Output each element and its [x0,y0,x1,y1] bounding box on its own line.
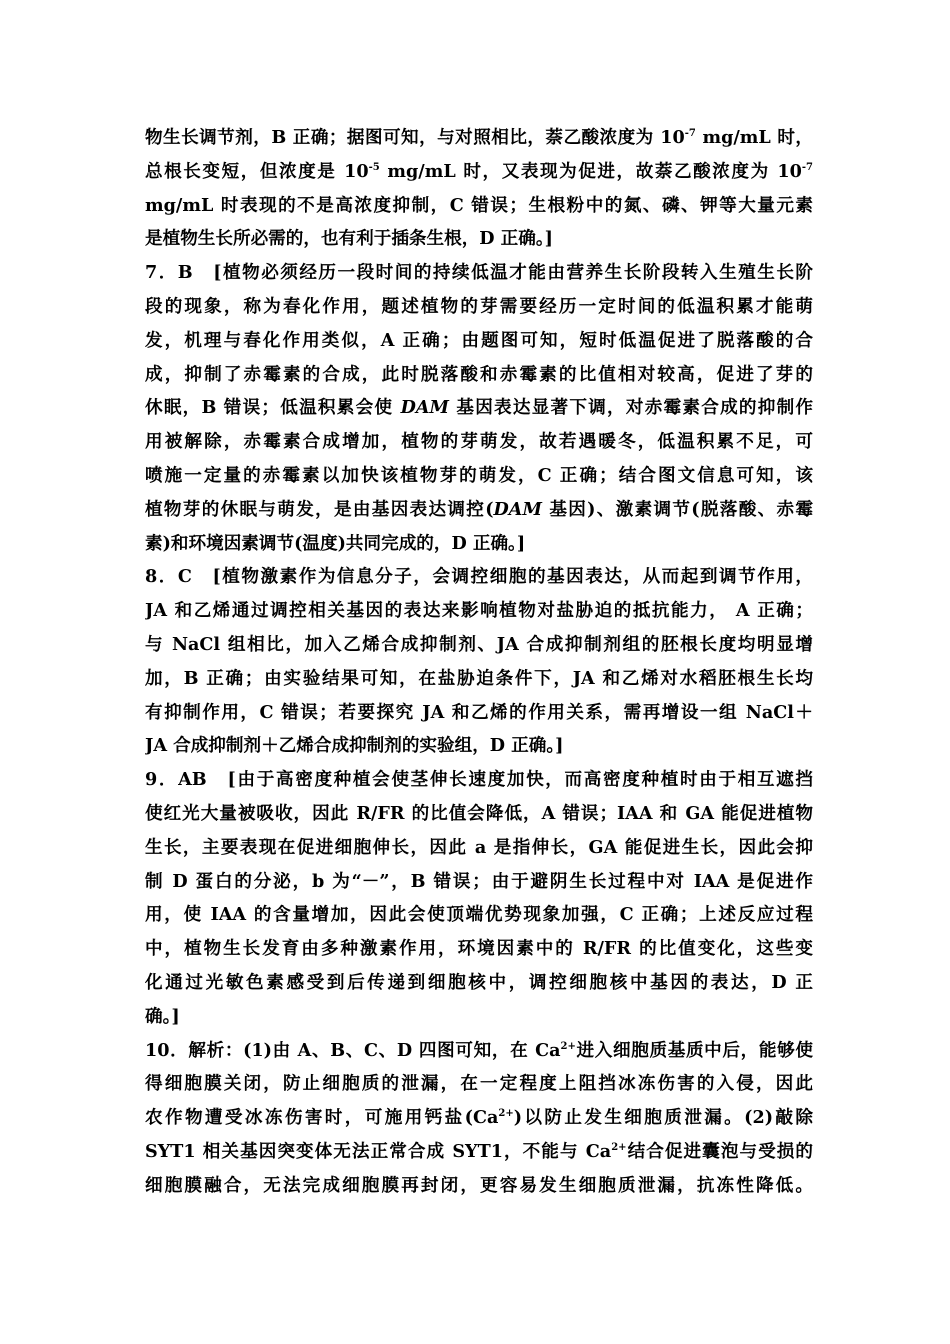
text-line [145,1135,813,1169]
text-line [145,560,813,594]
text-span: 7．B [植物必须经历一段时间的持续低温才能由营养生长阶段转入生殖生长阶 [145,262,813,284]
superscript: 2+ [498,1108,514,1120]
text-line [145,628,813,662]
text-line [145,527,813,561]
text-span: 细胞膜融合，无法完成细胞膜再封闭，更容易发生细胞质泄漏，抗冻性降低。 [145,1174,813,1196]
text-span: 总根长变短，但浓度是 10 [145,160,369,182]
text-line [145,865,813,899]
text-span: 9．AB [由于高密度种植会使茎伸长速度加快，而高密度种植时由于相互遮挡 [145,769,813,791]
text-span: 物生长调节剂，B 正确；据图可知，与对照相比，萘乙酸浓度为 10 [145,127,685,148]
text-span: 喷施一定量的赤霉素以加快该植物芽的萌发，C 正确；结合图文信息可知，该 [145,465,813,486]
text-line [145,966,813,1000]
text-span: 使红光大量被吸收，因此 R/FR 的比值会降低，A 错误；IAA 和 GA 能促进植物 [145,803,813,824]
text-span: 是植物生长所必需的，也有利于插条生根，D 正确。] [145,228,553,250]
text-span: 有抑制作用，C 错误；若要探究 JA 和乙烯的作用关系，需再增设一组 NaCl＋ [145,701,813,723]
text-line [145,256,813,290]
text-span: 化通过光敏色素感受到后传递到细胞核中，调控细胞核中基因的表达，D 正 [145,972,813,993]
text-span: 段的现象，称为春化作用，题述植物的芽需要经历一定时间的低温积累才能萌 [145,296,813,317]
text-span: 基因表达显著下调，对赤霉素合成的抑制作 [449,397,813,419]
text-line [145,1000,813,1034]
text-line [145,324,813,358]
text-line [145,1169,813,1203]
text-span: 发，机理与春化作用类似，A 正确；由题图可知，短时低温促进了脱落酸的合 [145,329,813,351]
italic-text: DAM [493,498,542,520]
text-span: mg/mL 时， [695,127,813,148]
text-span: )以防止发生细胞质泄漏。(2)敲除 [513,1107,813,1129]
text-span: 素)和环境因素调节(温度)共同完成的，D 正确。] [145,532,526,554]
superscript: 2+ [611,1142,627,1153]
text-span: SYT1 相关基因突变体无法正常合成 SYT1，不能与 Ca [145,1141,612,1162]
text-span: 得细胞膜关闭，防止细胞质的泄漏，在一定程度上阻挡冰冻伤害的入侵，因此 [145,1073,813,1095]
superscript: -5 [368,161,380,173]
text-span: 生长，主要表现在促进细胞伸长，因此 a 是指伸长，GA 能促进生长，因此会抑 [145,836,813,858]
text-span: 农作物遭受冰冻伤害时，可施用钙盐(Ca [145,1107,499,1129]
text-line [145,831,813,865]
text-span: mg/mL 时，又表现为促进，故萘乙酸浓度为 10 [379,160,802,182]
text-line [145,1101,813,1135]
text-line [145,222,813,256]
text-line [145,729,813,763]
text-span: 用被解除，赤霉素合成增加，植物的芽萌发，故若遇暖冬，低温积累不足，可 [145,431,813,453]
text-line [145,290,813,324]
text-line [145,493,813,527]
superscript: -7 [801,161,813,173]
text-span: 结合促进囊泡与受损的 [626,1141,813,1162]
text-span: 基因)、激素调节(脱落酸、赤霉 [541,498,813,520]
italic-text: DAM [400,397,450,419]
text-line [145,594,813,628]
text-line [145,189,813,223]
text-span: 8．C [植物激素作为信息分子，会调控细胞的基因表达，从而起到调节作用， [145,566,813,588]
text-span: JA 和乙烯通过调控相关基因的表达来影响植物对盐胁迫的抵抗能力， A 正确； [145,600,813,622]
text-line [145,662,813,696]
text-line [145,121,813,155]
text-line [145,459,813,493]
text-line [145,1067,813,1101]
text-span: 休眠，B 错误；低温积累会使 [145,397,401,419]
text-span: 加，B 正确；由实验结果可知，在盐胁迫条件下，JA 和乙烯对水稻胚根生长均 [145,667,813,689]
text-span: 用，使 IAA 的含量增加，因此会使顶端优势现象加强，C 正确；上述反应过程 [145,904,813,926]
text-line [145,155,813,189]
text-span: mg/mL 时表现的不是高浓度抑制，C 错误；生根粉中的氮、磷、钾等大量元素 [145,194,813,216]
text-line [145,763,813,797]
text-span: 确。] [145,1005,180,1027]
text-line [145,358,813,392]
text-span: 植物芽的休眠与萌发，是由基因表达调控( [145,498,494,520]
text-span: 10．解析：(1)由 A、B、C、D 四图可知，在 Ca [145,1039,561,1061]
text-line [145,391,813,425]
text-span: JA 合成抑制剂＋乙烯合成抑制剂的实验组，D 正确。] [145,735,564,757]
text-line [145,1034,813,1068]
text-line [145,696,813,730]
superscript: 2+ [560,1040,576,1052]
text-span: 成，抑制了赤霉素的合成，此时脱落酸和赤霉素的比值相对较高，促进了芽的 [145,363,813,385]
text-line [145,797,813,831]
text-span: 中，植物生长发育由多种激素作用，环境因素中的 R/FR 的比值变化，这些变 [145,938,813,960]
text-line [145,932,813,966]
text-span: 进入细胞质基质中后，能够使 [575,1039,813,1061]
superscript: -7 [684,128,696,139]
text-span: 制 D 蛋白的分泌，b 为“－”，B 错误；由于避阴生长过程中对 IAA 是促进作 [145,870,813,892]
text-line [145,425,813,459]
text-span: 与 NaCl 组相比，加入乙烯合成抑制剂、JA 合成抑制剂组的胚根长度均明显增 [145,634,813,655]
text-line [145,898,813,932]
